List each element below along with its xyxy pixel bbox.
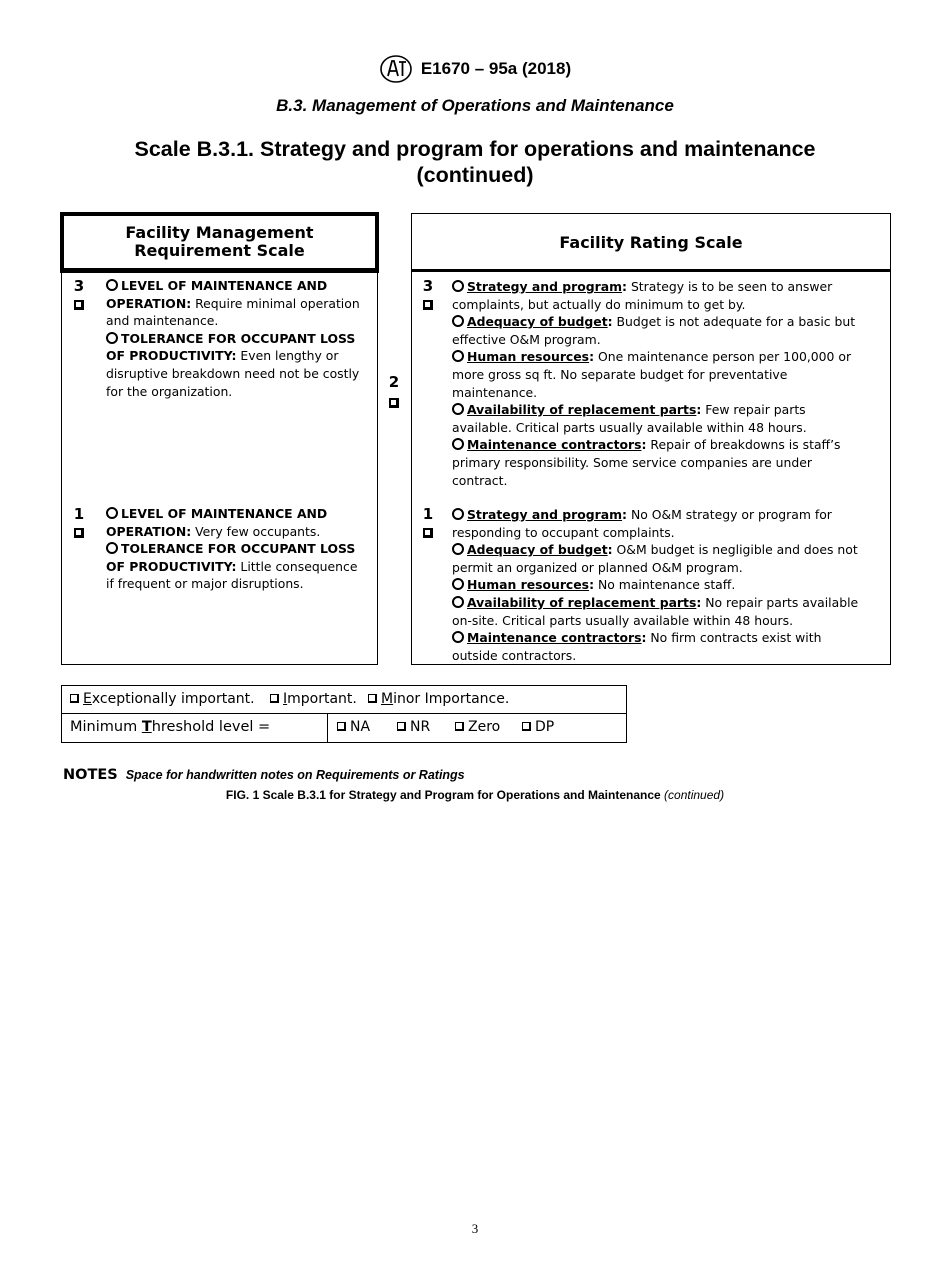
checkbox-icon [522,722,531,731]
page-header [0,54,950,84]
rating-level-3-checkbox[interactable] [417,298,439,312]
checkbox-icon [74,300,84,310]
checkbox-icon [389,398,399,408]
checkbox-icon [74,528,84,538]
circle-bullet-icon [452,315,464,327]
middle-level-2-number: 2 [388,373,400,391]
notes [63,764,465,783]
requirement-level-1-text [106,505,368,593]
rating-level-3-number: 3 [422,277,434,295]
checkbox-icon [397,722,406,731]
page-number: 3 [471,1221,479,1236]
requirement-scale-header: Facility Management Requirement Scale [60,212,379,273]
scale-title [0,136,950,188]
list-item: Maintenance contractors: Repair of breakdowns is staff’s primary responsibility. Some service companies are under contract. [452,437,841,488]
section-title: B.3. Management of Operations and Maintenance [276,96,674,115]
threshold-option-dp[interactable]: DP [522,719,554,735]
circle-bullet-icon [106,279,118,291]
list-item: Human resources: One maintenance person per 100,000 or more gross sq ft. No separate budget for preventative maintenance. [452,349,852,400]
checkbox-icon [270,694,279,703]
checkbox-icon [423,528,433,538]
requirement-level-3-text [106,277,368,400]
standard-designation: E1670 – 95a (2018) [420,59,572,78]
list-item: Strategy and program: No O&M strategy or program for responding to occupant complaints. [452,507,832,540]
circle-bullet-icon [106,332,118,344]
scale-title-line-2: (continued) [416,163,534,187]
requirement-level-1-checkbox[interactable] [68,526,90,540]
threshold-option-na[interactable]: NA [337,719,370,735]
importance-option-important[interactable]: Important. [270,691,357,707]
notes-text: Space for handwritten notes on Requirements or Ratings [125,768,465,782]
requirement-level-3-number: 3 [73,277,85,295]
list-item: TOLERANCE FOR OCCUPANT LOSS OF PRODUCTIVITY: Even lengthy or disruptive breakdown need not be costly for the organization. [106,330,360,399]
circle-bullet-icon [106,542,118,554]
importance-option-minor[interactable]: Minor Importance. [368,691,509,707]
circle-bullet-icon [452,508,464,520]
middle-level-2-checkbox[interactable] [383,396,405,410]
threshold-option-zero[interactable]: Zero [455,719,500,735]
requirement-level-1-number: 1 [73,505,85,523]
list-item: Adequacy of budget: O&M budget is negligible and does not permit an organized or planned O&M program. [452,542,858,575]
threshold-divider [327,713,328,743]
importance-option-exceptional[interactable]: Exceptionally important. [70,691,255,707]
rating-level-1-number: 1 [422,505,434,523]
list-item: Human resources: No maintenance staff. [452,576,864,594]
list-item: Adequacy of budget: Budget is not adequate for a basic but effective O&M program. [452,314,856,347]
rating-level-1-text [452,506,864,664]
circle-bullet-icon [452,631,464,643]
circle-bullet-icon [452,403,464,415]
checkbox-icon [368,694,377,703]
list-item: LEVEL OF MAINTENANCE AND OPERATION: Very few occupants. [106,506,328,539]
circle-bullet-icon [452,596,464,608]
list-item: TOLERANCE FOR OCCUPANT LOSS OF PRODUCTIVITY: Little consequence if frequent or major disruptions. [106,541,358,592]
notes-title: NOTES [63,767,118,783]
circle-bullet-icon [452,543,464,555]
circle-bullet-icon [452,438,464,450]
figure-caption: FIG. 1 Scale B.3.1 for Strategy and Program for Operations and Maintenance (continued) [225,788,725,802]
checkbox-icon [337,722,346,731]
circle-bullet-icon [106,507,118,519]
list-item: Availability of replacement parts: No repair parts available on-site. Critical parts usually available within 48 hours. [452,594,859,628]
threshold-label: Minimum Threshold level = [70,719,271,735]
rating-level-3-text [452,278,864,489]
circle-bullet-icon [452,578,464,590]
importance-divider [61,713,627,714]
circle-bullet-icon [452,350,464,362]
list-item: Strategy and program: Strategy is to be seen to answer complaints, but actually do minimum to get by. [452,279,833,312]
rating-scale-header: Facility Rating Scale [411,213,891,272]
checkbox-icon [423,300,433,310]
list-item: Maintenance contractors: No firm contracts exist with outside contractors. [452,630,822,663]
checkbox-icon [455,722,464,731]
checkbox-icon [70,694,79,703]
threshold-option-nr[interactable]: NR [397,719,430,735]
circle-bullet-icon [452,280,464,292]
list-item: Availability of replacement parts: Few repair parts available. Critical parts usually available within 48 hours. [452,402,807,435]
rating-level-1-checkbox[interactable] [417,526,439,540]
list-item: LEVEL OF MAINTENANCE AND OPERATION: Require minimal operation and maintenance. [106,278,360,329]
astm-logo-icon [379,54,413,84]
requirement-level-3-checkbox[interactable] [68,298,90,312]
scale-title-line-1: Scale B.3.1. Strategy and program for operations and maintenance [134,137,816,161]
